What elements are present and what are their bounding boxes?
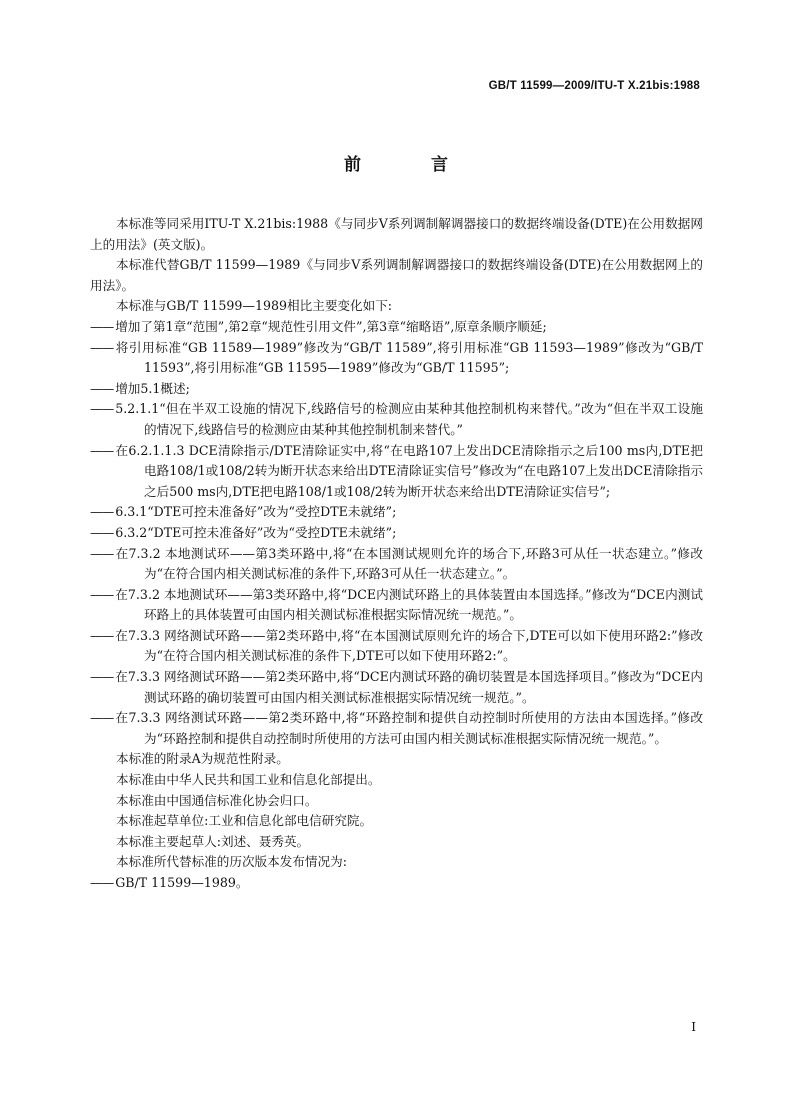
- list-dash: ——: [90, 401, 114, 417]
- list-dash: ——: [90, 442, 114, 458]
- body-paragraph: 本标准等同采用ITU-T X.21bis:1988《与同步V系列调制解调器接口的数据终端设备(DTE)在公用数据网上的用法》(英文版)。: [90, 216, 703, 252]
- list-dash: ——: [90, 710, 114, 726]
- list-item-text: 增加5.1概述;: [115, 380, 190, 396]
- list-dash: ——: [90, 380, 114, 396]
- body-paragraph: 本标准与GB/T 11599—1989相比主要变化如下:: [116, 298, 393, 314]
- change-list-item: [90, 873, 703, 894]
- list-item-text: GB/T 11599—1989。: [115, 875, 249, 890]
- body-paragraph: 本标准主要起草人:刘述、聂秀英。: [116, 833, 310, 849]
- list-dash: ——: [90, 586, 114, 602]
- change-list-item: [90, 317, 703, 338]
- body-paragraph: 本标准由中华人民共和国工业和信息化部提出。: [116, 772, 381, 788]
- body-paragraph: 本标准的附录A为规范性附录。: [116, 751, 289, 767]
- change-list-item: [90, 523, 703, 544]
- change-list-item: [90, 585, 703, 626]
- list-item-text: 在6.2.1.1.3 DCE清除指示/DTE清除证实中,将“在电路107上发出DCE清除指示之后100 ms内,DTE把电路108/1或108/2转为断开状态来给出DTE清除证实信号”修改为“在电路107上发出DCE清除指示之后500 ms内,DTE把电路108/1或108/2转为断开状态来给出DTE清除证实信号”;: [115, 442, 703, 499]
- change-list-item: [90, 667, 703, 708]
- list-item-text: 在7.3.3 网络测试环路——第2类环路中,将“环路控制和提供自动控制时所使用的方法由本国选择。”修改为“环路控制和提供自动控制时所使用的方法可由国内相关测试标准根据实际情况统一规范。”。: [115, 710, 703, 746]
- list-item-text: 将引用标准“GB 11589—1989”修改为“GB/T 11589”,将引用标准“GB 11593—1989”修改为“GB/T 11593”,将引用标准“GB 11595—1989”修改为“GB/T 11595”;: [115, 339, 703, 376]
- body-paragraph: 本标准起草单位:工业和信息化部电信研究院。: [116, 813, 373, 829]
- list-item-text: 6.3.2“DTE可控未准备好”改为“受控DTE未就绪”;: [115, 524, 397, 540]
- document-body: [90, 214, 703, 894]
- list-dash: ——: [90, 339, 114, 355]
- list-item-text: 在7.3.2 本地测试环——第3类环路中,将“在本国测试规则允许的场合下,环路3可从任一状态建立。”修改为“在符合国内相关测试标准的条件下,环路3可从任一状态建立。”。: [115, 545, 703, 582]
- list-item-text: 5.2.1.1“但在半双工设施的情况下,线路信号的检测应由某种其他控制机构来替代。”改为“但在半双工设施的情况下,线路信号的检测应由某种其他控制机制来替代。”: [115, 401, 703, 437]
- body-paragraph: 本标准代替GB/T 11599—1989《与同步V系列调制解调器接口的数据终端设备(DTE)在公用数据网上的用法》。: [90, 257, 703, 293]
- change-list-item: [90, 708, 703, 749]
- list-item-text: 在7.3.3 网络测试环路——第2类环路中,将“DCE内测试环路的确切装置是本国选择项目。”修改为“DCE内测试环路的确切装置可由国内相关测试标准根据实际情况统一规范。”。: [115, 669, 703, 705]
- body-paragraph: 本标准由中国通信标准化协会归口。: [116, 792, 318, 808]
- list-item-text: 在7.3.2 本地测试环——第3类环路中,将“DCE内测试环路上的具体装置由本国选择。”修改为“DCE内测试环路上的具体装置可由国内相关测试标准根据实际情况统一规范。”。: [115, 586, 703, 623]
- change-list-item: [90, 502, 703, 523]
- list-dash: ——: [90, 524, 114, 540]
- change-list-item: [90, 379, 703, 400]
- list-dash: ——: [90, 504, 114, 520]
- change-list-item: [90, 544, 703, 585]
- list-dash: ——: [90, 669, 114, 685]
- change-list-item: [90, 399, 703, 440]
- list-item-text: 在7.3.3 网络测试环路——第2类环路中,将“在本国测试原则允许的场合下,DTE可以如下使用环路2:”修改为“在符合国内相关测试标准的条件下,DTE可以如下使用环路2:”。: [115, 627, 703, 664]
- list-item-text: 6.3.1“DTE可控未准备好”改为“受控DTE未就绪”;: [115, 504, 397, 520]
- list-item-text: 增加了第1章“范围”,第2章“规范性引用文件”,第3章“缩略语”,原章条顺序顺延;: [115, 318, 547, 334]
- list-dash: ——: [90, 875, 114, 890]
- list-dash: ——: [90, 627, 114, 643]
- page-title: 前 言: [344, 155, 480, 175]
- page-number: I: [691, 1020, 696, 1034]
- change-list-item: [90, 441, 703, 503]
- list-dash: ——: [90, 545, 114, 561]
- change-list-item: [90, 338, 703, 379]
- change-list-item: [90, 626, 703, 667]
- list-dash: ——: [90, 318, 114, 334]
- standard-code-header: GB/T 11599—2009/ITU-T X.21bis:1988: [488, 80, 700, 92]
- body-paragraph: 本标准所代替标准的历次版本发布情况为:: [116, 854, 347, 870]
